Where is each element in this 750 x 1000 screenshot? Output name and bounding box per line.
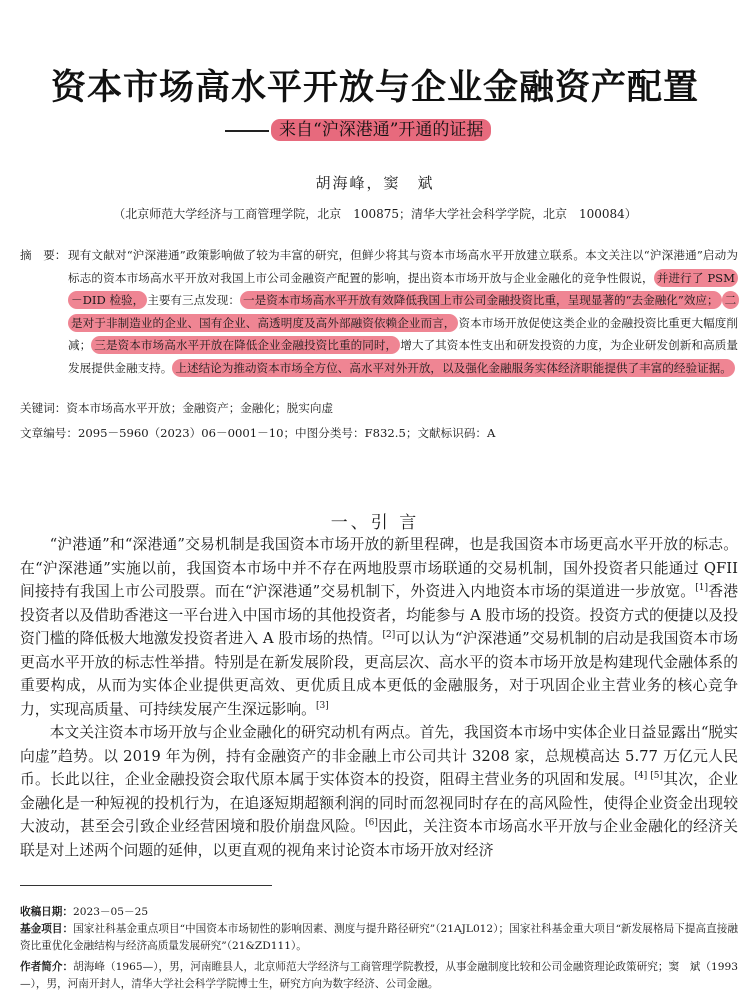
footnote-received [20,904,738,921]
authors: 胡海峰，窦 斌 [315,174,435,192]
paragraph [20,721,738,862]
paragraph-text: 本文关注资本市场开放与企业金融化的研究动机有两点。首先，我国资本市场中实体企业日益显露出“脱实向虚”趋势。以 2019 年为例，持有金融资产的非金融上市公司共计 3208 家，总规模高达 5.77 万亿元人民币。长此以往，企业金融投资会取代原本属于实体资本的投资，阻碍主营业务的巩固和发展。 [20,724,738,788]
footnote-author [20,959,738,993]
paragraph-text: 因此，关注资本市场高水平开放与企业金融化的经济关联是对上述两个问题的延伸，以更直观的视角来讨论资本市场开放对经济 [20,818,738,859]
footnote-fund [20,921,738,955]
abstract-text: 主要有三点发现： [147,293,240,308]
footnote-text: 2023－05－25 [72,906,149,918]
abstract-highlight: 上述结论为推动资本市场全方位、高水平对外开放，以及强化金融服务实体经济职能提供了丰富的经验证据。 [172,359,735,377]
citation: [4] [5] [634,771,664,782]
citation: [2] [382,630,396,641]
paper-title: 资本市场高水平开放与企业金融资产配置 [50,67,699,108]
abstract-text: 资本市场开放促使这类企业的金融投资比重更大幅度削减； [68,315,738,353]
paragraph-text: 可以认为“沪深港通”交易机制的启动是我国资本市场更高水平开放的标志性举措。特别是在新发展阶段，更高层次、高水平的资本市场开放是构建现代金融体系的重要构成，从而为实体企业提供更高效、更优质且成本更低的金融服务，对于巩固企业主营业务的核心竞争力，实现高质量、可持续发展产生深远影响。 [20,630,738,718]
abstract-highlight: 三是资本市场高水平开放在降低企业金融投资比重的同时， [91,336,400,354]
footnote-text: 国家社科基金重点项目“中国资本市场韧性的影响因素、测度与提升路径研究”（21AJL012）；国家社科基金重大项目“新发展格局下提高直接融资比重优化金融结构与经济高质量发展研究”（21&ZD111）。 [20,923,739,952]
paragraph-text: 香港投资者以及借助香港这一平台进入中国市场的其他投资者，均能参与 A 股市场的投资。投资方式的便捷以及投资门槛的降低极大地激发投资者进入 A 股市场的热情。 [20,583,738,647]
citation: [6] [365,818,378,829]
subtitle-highlight: 来自“沪深港通”开通的证据 [271,119,491,141]
footnote-text: 胡海峰（1965—），男，河南睢县人，北京师范大学经济与工商管理学院教授，从事金融制度比较和公司金融资理论政策研究；窦 斌（1993—），男，河南开封人，清华大学社会科学学院博士生，研究方向为数字经济、公司金融。 [20,961,738,990]
subtitle-dash [225,130,269,132]
introduction-body [20,533,738,862]
paragraph-text: “沪港通”和“深港通”交易机制是我国资本市场开放的新里程碑，也是我国资本市场更高水平开放的标志。在“沪深港通”实施以前，我国资本市场中并不存在两地股票市场联通的交易机制，国外投资者只能通过 QFII 间接持有我国上市公司股票。而在“沪深港通”交易机制下，外资进入内地资本市场的渠道进一步放宽。 [20,536,738,600]
abstract-highlight: 二是对于非制造业的企业、国有企业、高透明度及高外部融资依赖企业而言， [68,291,739,332]
abstract-label: 摘 要： [20,248,67,262]
footnote-label: 作者简介： [20,961,74,973]
citation: [1] [695,583,708,594]
paper-subtitle [225,115,491,140]
citation: [3] [315,700,329,711]
affiliation: （北京师范大学经济与工商管理学院，北京 100875；清华大学社会科学学院，北京 100084） [113,207,637,221]
abstract [20,244,738,380]
footnote-label: 基金项目： [20,923,74,935]
abstract-text: 现有文献对“沪深港通”政策影响做了较为丰富的研究，但鲜少将其与资本市场高水平开放建立联系。本文关注以“沪深港通”启动为标志的资本市场高水平开放对我国上市公司金融资产配置的影响，提出资本市场开放与企业金融化的竞争性假说， [68,248,738,285]
document-info: 文章编号：2095－5960（2023）06－0001－10；中图分类号：F832.5；文献标识码：A [20,426,496,440]
abstract-body [68,244,738,380]
abstract-text: 增大了其资本性支出和研发投资的力度，为企业研发创新和高质量发展提供金融支持。 [68,338,738,375]
footnote-divider [20,885,272,886]
section-heading: 一、引 言 [330,513,420,533]
keywords: 关键词：资本市场高水平开放；金融资产；金融化；脱实向虚 [20,401,334,415]
paragraph [20,533,738,721]
footnote-label: 收稿日期： [20,906,73,918]
abstract-highlight: 并进行了 PSM－DID 检验， [68,269,738,310]
abstract-highlight: 一是资本市场高水平开放有效降低我国上市公司金融投资比重，呈现显著的“去金融化”效应； [240,291,722,309]
paragraph-text: 其次，企业金融化是一种短视的投机行为，在追逐短期超额利润的同时而忽视同时存在的高风险性，使得企业资金出现较大波动，甚至会引致企业经营困境和股价崩盘风险。 [20,771,738,835]
